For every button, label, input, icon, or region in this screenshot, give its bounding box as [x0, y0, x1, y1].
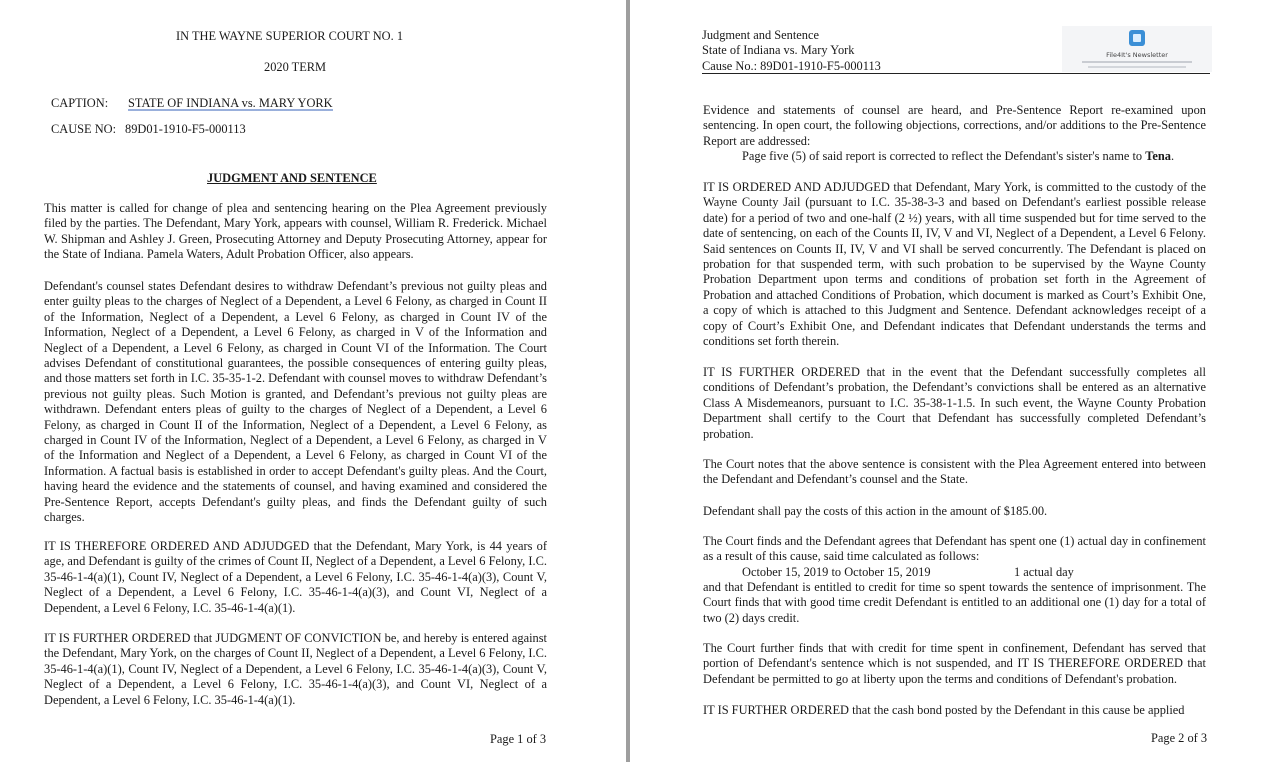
caption-label: CAPTION:	[51, 96, 109, 110]
report-correction: Page five (5) of said report is corrected to reflect the Defendant's sister's name to Tena.	[742, 149, 1175, 163]
caption-value: STATE OF INDIANA vs. MARY YORK	[128, 96, 333, 110]
logo-tagline-line	[1082, 61, 1192, 63]
confinement-dates: October 15, 2019 to October 15, 2019	[742, 565, 931, 579]
cause-value: 89D01-1910-F5-000113	[125, 122, 246, 136]
paragraph-judgment-of-conviction: IT IS FURTHER ORDERED that JUDGMENT OF CONVICTION be, and hereby is entered against the Defendant, Mary York, on the charges of Count II, Neglect of a Dependent, a Level 6 Felony, I.C. 35-46-1-4(a)(1), Count IV, Neglect of a Dependent, a Level 6 Felony, I.C. 35-46-1-4(a)(3), Count V, Neglect of a Dependent, a Level 6 Felony, I.C. 35-46-1-4(a)(3), and Count VI, Neglect of a Dependent, a Level 6 Felony, I.C. 35-46-1-4(a)(1).	[44, 631, 547, 707]
paragraph-commitment: IT IS ORDERED AND ADJUDGED that Defendant, Mary York, is committed to the custody of the Wayne County Jail (pursuant to I.C. 35-38-3-3 and based on Defendant's earliest possible release date) for a period of two and one-half (2 ½) years, with all time suspended but for time served to the date of sentencing, on each of the Counts II, IV, V and VI, Neglect of a Dependent, a Level 6 Felony. Said sentences on Counts II, IV, V and VI shall be served concurrently. The Defendant is placed on probation for that suspended term, with such probation to be supervised by the Wayne County Probation Department upon terms and conditions of probation set forth in the Agreement of Probation and attached Conditions of Probation, which document is marked as Court’s Exhibit One, a copy of which is attached to this Judgment and Sentence. Defendant acknowledges receipt of a copy of Court’s Exhibit One, and Defendant indicates that Defendant understands the terms and conditions set forth therein.	[703, 180, 1206, 349]
logo-tagline-line	[1088, 66, 1186, 68]
document-title: JUDGMENT AND SENTENCE	[207, 171, 377, 185]
term-heading: 2020 TERM	[264, 60, 327, 74]
paragraph-confinement: The Court finds and the Defendant agrees that Defendant has spent one (1) actual day in confinement as a result of this cause, said time calculated as follows:	[703, 534, 1206, 564]
court-heading: IN THE WAYNE SUPERIOR COURT NO. 1	[176, 29, 404, 43]
running-header	[702, 28, 881, 74]
newsletter-logo	[1062, 26, 1212, 72]
newsletter-logo-text: File4It's Newsletter	[1106, 51, 1168, 59]
paragraph-liberty: The Court further finds that with credit for time spent in confinement, Defendant has served that portion of Defendant's sentence which is not suspended, and IT IS THEREFORE ORDERED that Defendant be permitted to go at liberty upon the terms and conditions of Defendant's probation.	[703, 641, 1206, 686]
paragraph-cash-bond: IT IS FURTHER ORDERED that the cash bond posted by the Defendant in this cause be applied	[703, 703, 1185, 717]
paragraph-ordered-adjudged: IT IS THEREFORE ORDERED AND ADJUDGED that the Defendant, Mary York, is 44 years of age, and Defendant is guilty of the crimes of Count II, Neglect of a Dependent, a Level 6 Felony, I.C. 35-46-1-4(a)(1), Count IV, Neglect of a Dependent, a Level 6 Felony, I.C. 35-46-1-4(a)(3), Count V, Neglect of a Dependent, a Level 6 Felony, I.C. 35-46-1-4(a)(3), and Count VI, Neglect of a Dependent, a Level 6 Felony, I.C. 35-46-1-4(a)(1).	[44, 539, 547, 615]
page-number: Page 2 of 3	[1151, 731, 1208, 745]
paragraph-plea-agreement-note: The Court notes that the above sentence is consistent with the Plea Agreement entered into between the Defendant and Defendant’s counsel and the State.	[703, 457, 1206, 487]
page-number: Page 1 of 3	[490, 732, 547, 746]
newsletter-icon	[1129, 30, 1145, 46]
confinement-days: 1 actual day	[1014, 565, 1074, 579]
paragraph-time-credit: and that Defendant is entitled to credit for time so spent towards the sentence of imprisonment. The Court finds that with good time credit Defendant is entitled to an additional one (1) day for a total of two (2) days credit.	[703, 580, 1206, 625]
header-cause: Cause No.: 89D01-1910-F5-000113	[702, 58, 881, 73]
paragraph-plea-withdrawal: Defendant's counsel states Defendant desires to withdraw Defendant’s previous not guilty pleas and enter guilty pleas to the charges of Neglect of a Dependent, a Level 6 Felony, as charged in Count II of the Information, Neglect of a Dependent, a Level 6 Felony, as charged in Count IV of the Information, Neglect of a Dependent, a Level 6 Felony, as charged in V of the Information and Neglect of a Dependent, a Level 6 Felony, as charged in Count VI of the Information. The Court advises Defendant of constitutional guarantees, the possible consequences of entering guilty pleas, and those matters set forth in I.C. 35-35-1-2. Defendant with counsel moves to withdraw Defendant’s previous not guilty pleas. Such Motion is granted, and Defendant’s previous not guilty pleas are withdrawn. Defendant enters pleas of guilty to the charges of Neglect of a Dependent, a Level 6 Felony, as charged in Count II of the Information, Neglect of a Dependent, a Level 6 Felony, as charged in Count IV of the Information, Neglect of a Dependent, a Level 6 Felony, as charged in V of the Information and Neglect of a Dependent, a Level 6 Felony, as charged in Count VI of the Information. A factual basis is established in order to accept Defendant's guilty pleas. And the Court, having heard the evidence and the statements of counsel, and having examined and considered the Pre-Sentence Report, accepts Defendant's guilty pleas, and finds the Defendant guilty of such charges.	[44, 279, 547, 525]
document-page-2	[630, 0, 1280, 762]
sister-name: Tena	[1145, 149, 1171, 163]
document-page-1	[0, 0, 626, 762]
paragraph-alternative-misdemeanor: IT IS FURTHER ORDERED that in the event that the Defendant successfully completes all conditions of Defendant’s probation, the Defendant’s convictions shall be entered as an alternative Class A Misdemeanors, pursuant to I.C. 35-38-1-1.5. In such event, the Wayne County Probation Department shall certify to the Court that Defendant has successfully completed Defendant’s probation.	[703, 365, 1206, 441]
header-rule	[702, 73, 1210, 74]
header-caption: State of Indiana vs. Mary York	[702, 43, 855, 58]
paragraph-evidence: Evidence and statements of counsel are heard, and Pre-Sentence Report re-examined upon sentencing. In open court, the following objections, corrections, and/or additions to the Pre-Sentence Report are addressed:	[703, 103, 1206, 148]
paragraph-hearing: This matter is called for change of plea and sentencing hearing on the Plea Agreement previously filed by the parties. The Defendant, Mary York, appears with counsel, William R. Frederick. Michael W. Shipman and Ashley J. Green, Prosecuting Attorney and Deputy Prosecuting Attorney, appear for the State of Indiana. Pamela Waters, Adult Probation Officer, also appears.	[44, 201, 547, 262]
cause-label: CAUSE NO:	[51, 122, 117, 136]
header-title: Judgment and Sentence	[702, 28, 819, 42]
paragraph-costs: Defendant shall pay the costs of this action in the amount of $185.00.	[703, 504, 1048, 518]
report-correction-text: Page five (5) of said report is corrected to reflect the Defendant's sister's name to	[742, 149, 1143, 163]
